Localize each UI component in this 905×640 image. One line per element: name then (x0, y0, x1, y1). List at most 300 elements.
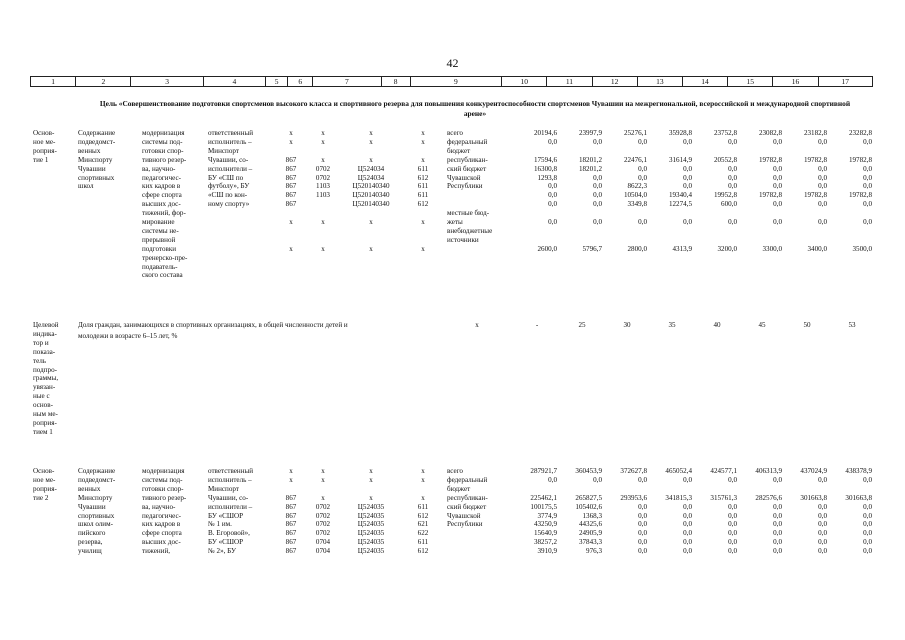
funding-value: 293953,6 (620, 493, 647, 502)
funding-value: 0,0 (683, 529, 692, 538)
funding-value: 0,0 (818, 200, 827, 209)
funding-value: 20194,6 (533, 129, 557, 137)
event-label: ное ме- (33, 137, 56, 146)
funding-value: 0,0 (773, 218, 782, 226)
executor: Минспорт (208, 484, 239, 493)
budget-code: x (321, 137, 325, 146)
budget-code: Ц524035 (357, 520, 385, 529)
funding-value: 23997,9 (578, 129, 602, 137)
budget-code: 867 (285, 155, 297, 164)
event-content: высших дос- (142, 200, 181, 209)
funding-value: 0,0 (818, 218, 827, 226)
funding-source: Чувашской (447, 173, 481, 182)
event-name: Минспорту (78, 155, 113, 164)
funding-value: 0,0 (773, 520, 782, 529)
event-label: тие 2 (33, 493, 49, 502)
funding-value: 424577,1 (710, 467, 737, 475)
column-number-14: 14 (682, 77, 727, 87)
funding-value: 0,0 (773, 164, 782, 173)
budget-code: 867 (285, 538, 297, 547)
funding-value: 0,0 (683, 520, 692, 529)
executor: № 1 им. (208, 520, 232, 529)
funding-value: 225462,1 (530, 493, 557, 502)
executor: БУ «СШОР (208, 511, 244, 520)
funding-value: 0,0 (728, 520, 737, 529)
funding-value: 100175,5 (530, 502, 557, 511)
event-name: спортивных (78, 511, 115, 520)
funding-value: 0,0 (818, 182, 827, 191)
budget-code: x (321, 244, 325, 253)
event-content: ва, научно- (142, 502, 176, 511)
funding-value: 0,0 (728, 529, 737, 538)
funding-value: 0,0 (728, 502, 737, 511)
funding-value: 0,0 (638, 538, 647, 547)
indicator-value: 35 (668, 321, 676, 329)
funding-value: 0,0 (548, 137, 557, 146)
event-content: системы под- (142, 475, 183, 484)
event-label: Основ- (33, 129, 55, 137)
event-content: ких кадров в (142, 520, 181, 529)
event-name: Чувашии (78, 502, 106, 511)
column-number-header (30, 76, 873, 87)
funding-value: 0,0 (728, 182, 737, 191)
funding-source: Республики (447, 182, 483, 191)
funding-value: 0,0 (593, 182, 602, 191)
funding-value: 0,0 (548, 200, 557, 209)
funding-value: 0,0 (773, 137, 782, 146)
funding-source: Чувашской (447, 511, 481, 520)
funding-value: 265827,5 (575, 493, 602, 502)
event-content: тивного резер- (142, 493, 187, 502)
event-content: тивного резер- (142, 155, 187, 164)
executor: ответственный (208, 129, 254, 137)
funding-value: 0,0 (593, 191, 602, 200)
funding-value: 2600,0 (537, 244, 557, 253)
funding-value: 0,0 (773, 475, 782, 484)
indicator-label: Целевой (33, 321, 59, 329)
budget-code: 867 (285, 502, 297, 511)
budget-code: 867 (285, 164, 297, 173)
event-name: спортивных (78, 173, 115, 182)
event-name: пийского (78, 529, 106, 538)
event-content: высших дос- (142, 538, 181, 547)
budget-code: 0702 (315, 511, 331, 520)
funding-value: 0,0 (863, 218, 872, 226)
funding-value: 0,0 (728, 547, 737, 556)
funding-value: 0,0 (593, 218, 602, 226)
funding-value: 35928,8 (668, 129, 692, 137)
event-label: тие 1 (33, 155, 49, 164)
funding-value: 0,0 (818, 538, 827, 547)
indicator-value: 40 (713, 321, 721, 329)
indicator-label: тель (33, 356, 47, 365)
budget-code: 867 (285, 173, 297, 182)
funding-value: 0,0 (728, 511, 737, 520)
funding-value: 0,0 (638, 137, 647, 146)
funding-value: 0,0 (863, 200, 872, 209)
event-label: роприя- (33, 146, 57, 155)
funding-value: 282576,6 (755, 493, 782, 502)
executor: В. Егоровой», (208, 529, 250, 538)
column-number-11: 11 (547, 77, 592, 87)
funding-value: 23752,8 (713, 129, 737, 137)
executor: «СШ по кон- (208, 191, 248, 200)
funding-value: 10504,0 (623, 191, 647, 200)
budget-code: 611 (417, 182, 429, 191)
funding-value: 15640,9 (533, 529, 557, 538)
budget-code: Ц524035 (357, 511, 385, 520)
event-content: педагогичес- (142, 511, 181, 520)
funding-value: 0,0 (638, 511, 647, 520)
event-content: модернизация (142, 129, 185, 137)
funding-source: федеральный (447, 137, 488, 146)
funding-value: 0,0 (818, 137, 827, 146)
budget-code: x (321, 467, 325, 475)
indicator-label: ным ме- (33, 410, 58, 418)
executor: № 2», БУ (208, 547, 237, 556)
budget-code: 612 (417, 200, 429, 209)
budget-code: x (289, 218, 293, 226)
funding-value: 23182,8 (803, 129, 827, 137)
budget-code: x (289, 244, 293, 253)
funding-value: 3300,0 (762, 244, 782, 253)
funding-value: 0,0 (728, 164, 737, 173)
page-number: 42 (446, 56, 459, 70)
funding-value: 17594,6 (533, 155, 557, 164)
funding-value: 18201,2 (578, 164, 602, 173)
funding-value: 0,0 (773, 502, 782, 511)
funding-value: 301663,8 (845, 493, 872, 502)
funding-value: 0,0 (683, 547, 692, 556)
funding-value: 1368,3 (582, 511, 602, 520)
budget-code: 1103 (316, 182, 330, 191)
event-name: подведомст- (78, 475, 116, 484)
budget-code: x (421, 129, 425, 137)
budget-code: 867 (285, 191, 297, 200)
funding-value: 0,0 (683, 182, 692, 191)
budget-code: x (289, 475, 293, 484)
funding-value: 0,0 (728, 173, 737, 182)
funding-value: 0,0 (863, 502, 872, 511)
funding-value: 0,0 (683, 218, 692, 226)
funding-value: 0,0 (773, 511, 782, 520)
funding-value: 0,0 (863, 511, 872, 520)
executor: Чувашии, со- (208, 155, 249, 164)
funding-value: 0,0 (683, 538, 692, 547)
executor: исполнители – (208, 502, 253, 511)
indicator-label: граммы, (33, 374, 59, 383)
event-name: венных (78, 146, 101, 155)
column-number-6: 6 (288, 77, 313, 87)
event-content: тижений, фор- (142, 209, 186, 218)
funding-value: 37843,3 (578, 538, 602, 547)
funding-value: 0,0 (638, 173, 647, 182)
budget-code: x (321, 218, 325, 226)
event-content: тренерско-пре- (142, 253, 188, 262)
funding-value: 0,0 (728, 538, 737, 547)
event-label: Основ- (33, 467, 55, 475)
funding-value: 0,0 (773, 200, 782, 209)
budget-code: 867 (285, 200, 297, 209)
funding-value: 360453,9 (575, 467, 602, 475)
column-number-15: 15 (728, 77, 773, 87)
funding-value: 0,0 (593, 173, 602, 182)
funding-source: бюджет (447, 484, 471, 493)
funding-value: 0,0 (818, 529, 827, 538)
funding-value: 465052,4 (665, 467, 692, 475)
column-number-7: 7 (313, 77, 381, 87)
budget-code: Ц524035 (357, 547, 385, 556)
funding-value: 3774,9 (537, 511, 557, 520)
executor: исполнитель – (208, 137, 252, 146)
event-content: готовки спор- (142, 484, 184, 493)
funding-value: 5796,7 (582, 244, 602, 253)
budget-code: x (421, 467, 425, 475)
executor: ответственный (208, 467, 254, 475)
column-number-5: 5 (266, 77, 288, 87)
funding-value: 0,0 (863, 547, 872, 556)
budget-code: 0702 (315, 529, 331, 538)
funding-value: 0,0 (593, 200, 602, 209)
event-name: Чувашии (78, 164, 106, 173)
event-name: резерва, (78, 538, 103, 547)
funding-value: 976,3 (586, 547, 602, 556)
funding-value: 20552,8 (713, 155, 737, 164)
budget-code: 612 (417, 511, 429, 520)
funding-value: 0,0 (638, 475, 647, 484)
funding-value: 0,0 (818, 511, 827, 520)
budget-code: 621 (417, 520, 429, 529)
funding-value: 24905,9 (578, 529, 602, 538)
executor: Чувашии, со- (208, 493, 249, 502)
funding-value: 0,0 (863, 520, 872, 529)
funding-source: республикан- (447, 493, 488, 502)
funding-source: ский бюджет (447, 502, 487, 511)
budget-code: x (421, 244, 425, 253)
indicator-label: роприя- (33, 418, 57, 427)
indicator-x: x (475, 321, 479, 329)
funding-value: 0,0 (638, 218, 647, 226)
event-name: венных (78, 484, 101, 493)
budget-code: x (421, 475, 425, 484)
budget-code: 0704 (315, 538, 331, 547)
budget-code: Ц524035 (357, 529, 385, 538)
budget-code: 611 (417, 502, 429, 511)
event-content: сфере спорта (142, 529, 182, 538)
funding-value: 0,0 (863, 173, 872, 182)
event-content: подаватель- (142, 262, 178, 271)
event-name: школ олим- (78, 520, 113, 529)
funding-value: 3200,0 (717, 244, 737, 253)
funding-value: 0,0 (863, 538, 872, 547)
funding-value: 19782,8 (758, 191, 782, 200)
budget-code: Ц520140340 (352, 191, 390, 200)
indicator-text: молодежи в возрасте 6–15 лет, % (78, 332, 178, 340)
event-content: мирование (142, 218, 175, 226)
indicator-label: тием 1 (33, 427, 53, 436)
event-content: педагогичес- (142, 173, 181, 182)
funding-value: 19782,8 (848, 155, 872, 164)
executor: исполнитель – (208, 475, 252, 484)
budget-code: 0702 (315, 520, 331, 529)
indicator-label: основ- (33, 401, 53, 410)
funding-value: 44325,6 (578, 520, 602, 529)
indicator-label: индика- (33, 329, 57, 338)
budget-code: 0702 (315, 502, 331, 511)
funding-value: 0,0 (638, 529, 647, 538)
funding-value: 0,0 (683, 173, 692, 182)
budget-code: 612 (417, 547, 429, 556)
funding-value: 22476,1 (623, 155, 647, 164)
budget-code: x (421, 155, 425, 164)
column-number-1: 1 (31, 77, 76, 87)
funding-value: 0,0 (728, 137, 737, 146)
budget-code: x (369, 137, 373, 146)
budget-code: x (369, 155, 373, 164)
budget-code: x (421, 218, 425, 226)
budget-code: Ц524034 (357, 173, 385, 182)
funding-value: 600,0 (721, 200, 737, 209)
funding-value: 31614,9 (668, 155, 692, 164)
funding-value: 0,0 (863, 529, 872, 538)
funding-value: 4313,9 (672, 244, 692, 253)
funding-source: республикан- (447, 155, 488, 164)
column-number-4: 4 (203, 77, 265, 87)
event-content: ких кадров в (142, 182, 181, 191)
funding-value: 3349,8 (627, 200, 647, 209)
budget-code: 622 (417, 529, 429, 538)
event-content: прерывной (142, 235, 176, 244)
funding-value: 0,0 (818, 173, 827, 182)
budget-code: 611 (417, 164, 429, 173)
funding-value: 0,0 (818, 475, 827, 484)
funding-value: 372627,8 (620, 467, 647, 475)
funding-value: 0,0 (773, 173, 782, 182)
budget-code: 867 (285, 511, 297, 520)
indicator-text: Доля граждан, занимающихся в спортивных организациях, в общей численности детей и (78, 321, 348, 329)
funding-value: 3910,9 (537, 547, 557, 556)
funding-value: 38257,2 (533, 538, 557, 547)
funding-source: источники (447, 235, 479, 244)
budget-code: 867 (285, 493, 297, 502)
indicator-label: тор и (33, 338, 49, 347)
funding-value: 0,0 (683, 475, 692, 484)
funding-value: 3500,0 (852, 244, 872, 253)
funding-value: 0,0 (728, 475, 737, 484)
funding-value: 0,0 (818, 502, 827, 511)
budget-code: 867 (285, 547, 297, 556)
executor: БУ «СШОР (208, 538, 244, 547)
event-label: ное ме- (33, 475, 56, 484)
funding-value: 16300,8 (533, 164, 557, 173)
budget-code: 867 (285, 182, 297, 191)
event-name: подведомст- (78, 137, 116, 146)
funding-value: 0,0 (683, 502, 692, 511)
indicator-value: 53 (848, 321, 856, 329)
budget-code: Ц524035 (357, 538, 385, 547)
funding-value: 23282,8 (848, 129, 872, 137)
funding-source: жеты (447, 218, 463, 226)
event-content: модернизация (142, 467, 185, 475)
budget-code: 867 (285, 520, 297, 529)
funding-value: 105402,6 (575, 502, 602, 511)
budget-code: x (369, 218, 373, 226)
event-content: ва, научно- (142, 164, 176, 173)
funding-source: ский бюджет (447, 164, 487, 173)
funding-value: 406313,9 (755, 467, 782, 475)
event-content: тижений, (142, 547, 171, 556)
funding-value: 23082,8 (758, 129, 782, 137)
indicator-value: 25 (578, 321, 586, 329)
funding-value: 18201,2 (578, 155, 602, 164)
column-number-12: 12 (592, 77, 637, 87)
funding-value: 0,0 (593, 137, 602, 146)
budget-code: Ц520140340 (352, 200, 390, 209)
header-row (31, 77, 873, 87)
funding-value: 0,0 (863, 182, 872, 191)
funding-value: 0,0 (593, 475, 602, 484)
indicator-label: ные с (33, 392, 50, 401)
indicator-label: показа- (33, 347, 56, 356)
funding-value: 0,0 (728, 218, 737, 226)
budget-code: x (321, 155, 325, 164)
funding-value: 0,0 (638, 547, 647, 556)
budget-code: x (369, 244, 373, 253)
executor: футболу», БУ (208, 182, 250, 191)
funding-value: 437024,9 (800, 467, 827, 475)
funding-value: 0,0 (818, 520, 827, 529)
funding-value: 43250,9 (533, 520, 557, 529)
funding-value: 287921,7 (530, 467, 557, 475)
funding-value: 0,0 (773, 529, 782, 538)
funding-value: 19782,8 (848, 191, 872, 200)
budget-code: x (369, 475, 373, 484)
executor: ному спорту» (208, 200, 250, 209)
funding-value: 19782,8 (803, 155, 827, 164)
budget-code: 867 (285, 529, 297, 538)
funding-source: федеральный (447, 475, 488, 484)
event-name: Содержание (78, 467, 116, 475)
funding-value: 0,0 (818, 547, 827, 556)
column-number-9: 9 (410, 77, 501, 87)
funding-value: 19782,8 (758, 155, 782, 164)
indicator-value: - (535, 321, 539, 329)
budget-code: Ц524035 (357, 502, 385, 511)
budget-code: Ц520140340 (352, 182, 390, 191)
budget-code: 0702 (315, 164, 331, 173)
funding-value: 2800,0 (627, 244, 647, 253)
executor: исполнители – (208, 164, 253, 173)
event-name: Минспорту (78, 493, 113, 502)
indicator-value: 30 (623, 321, 631, 329)
funding-value: 315761,3 (710, 493, 737, 502)
funding-value: 19952,8 (713, 191, 737, 200)
funding-value: 19340,4 (668, 191, 692, 200)
funding-value: 19782,8 (803, 191, 827, 200)
goal-heading: Цель «Совершенствование подготовки спортсменов высокого класса и спортивного резерва для повышения конкурентоспособности спортсменов Чувашии на межрегиональной, всероссийской и международной спортивной арене» (99, 99, 851, 118)
indicator-label: подпро- (33, 365, 58, 374)
funding-value: 0,0 (638, 164, 647, 173)
column-number-10: 10 (502, 77, 547, 87)
budget-code: 0704 (315, 547, 331, 556)
funding-value: 8622,3 (627, 182, 647, 191)
column-number-16: 16 (773, 77, 818, 87)
event-content: подготовки (142, 244, 177, 253)
budget-code: x (421, 137, 425, 146)
indicator-label: увязан- (33, 383, 56, 392)
funding-value: 438378,9 (845, 467, 872, 475)
funding-value: 0,0 (863, 137, 872, 146)
